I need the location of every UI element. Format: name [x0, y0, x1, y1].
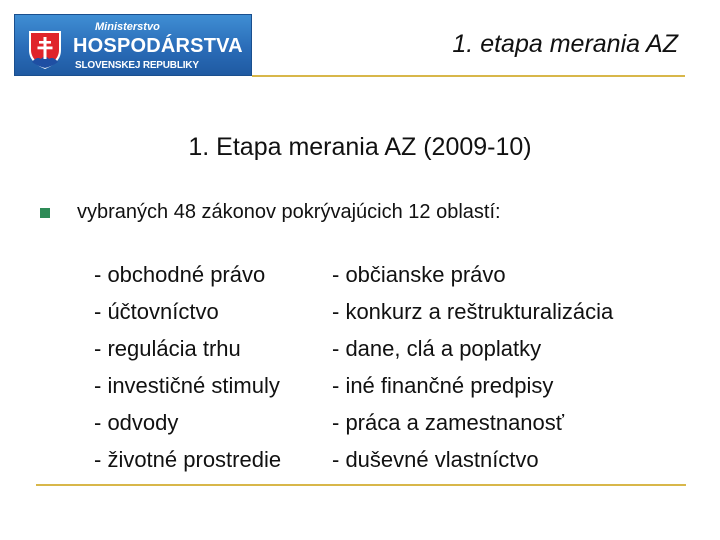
list-item: - regulácia trhu: [94, 336, 241, 361]
bullet-square-icon: [40, 208, 50, 218]
footer-divider: [36, 484, 686, 486]
list-item: - účtovníctvo: [94, 299, 219, 324]
logo-line-hospodarstva: HOSPODÁRSTVA: [73, 35, 243, 57]
left-area-list: [94, 256, 281, 478]
bullet-text: vybraných 48 zákonov pokrývajúcich 12 oblastí:: [77, 201, 501, 223]
list-item: - iné finančné predpisy: [332, 373, 554, 398]
ministry-logo: [14, 14, 252, 76]
list-item: - životné prostredie: [94, 447, 282, 472]
list-item: - odvody: [94, 410, 179, 435]
header-title: 1. etapa merania AZ: [452, 30, 678, 58]
header-divider: [252, 75, 685, 77]
logo-line-ministerstvo: Ministerstvo: [95, 21, 160, 33]
list-item: - investičné stimuly: [94, 373, 280, 398]
logo-line-republiky: SLOVENSKEJ REPUBLIKY: [75, 60, 199, 71]
slide-title: 1. Etapa merania AZ (2009-10): [188, 133, 532, 161]
list-item: - obchodné právo: [94, 262, 266, 287]
list-item: - dane, clá a poplatky: [332, 336, 542, 361]
list-item: - duševné vlastníctvo: [332, 447, 539, 472]
list-item: - práca a zamestnanosť: [332, 410, 565, 435]
list-item: - občianske právo: [332, 262, 506, 287]
slovak-coat-of-arms-icon: [28, 30, 62, 70]
right-area-list: [332, 256, 613, 478]
list-item: - konkurz a reštrukturalizácia: [332, 299, 614, 324]
